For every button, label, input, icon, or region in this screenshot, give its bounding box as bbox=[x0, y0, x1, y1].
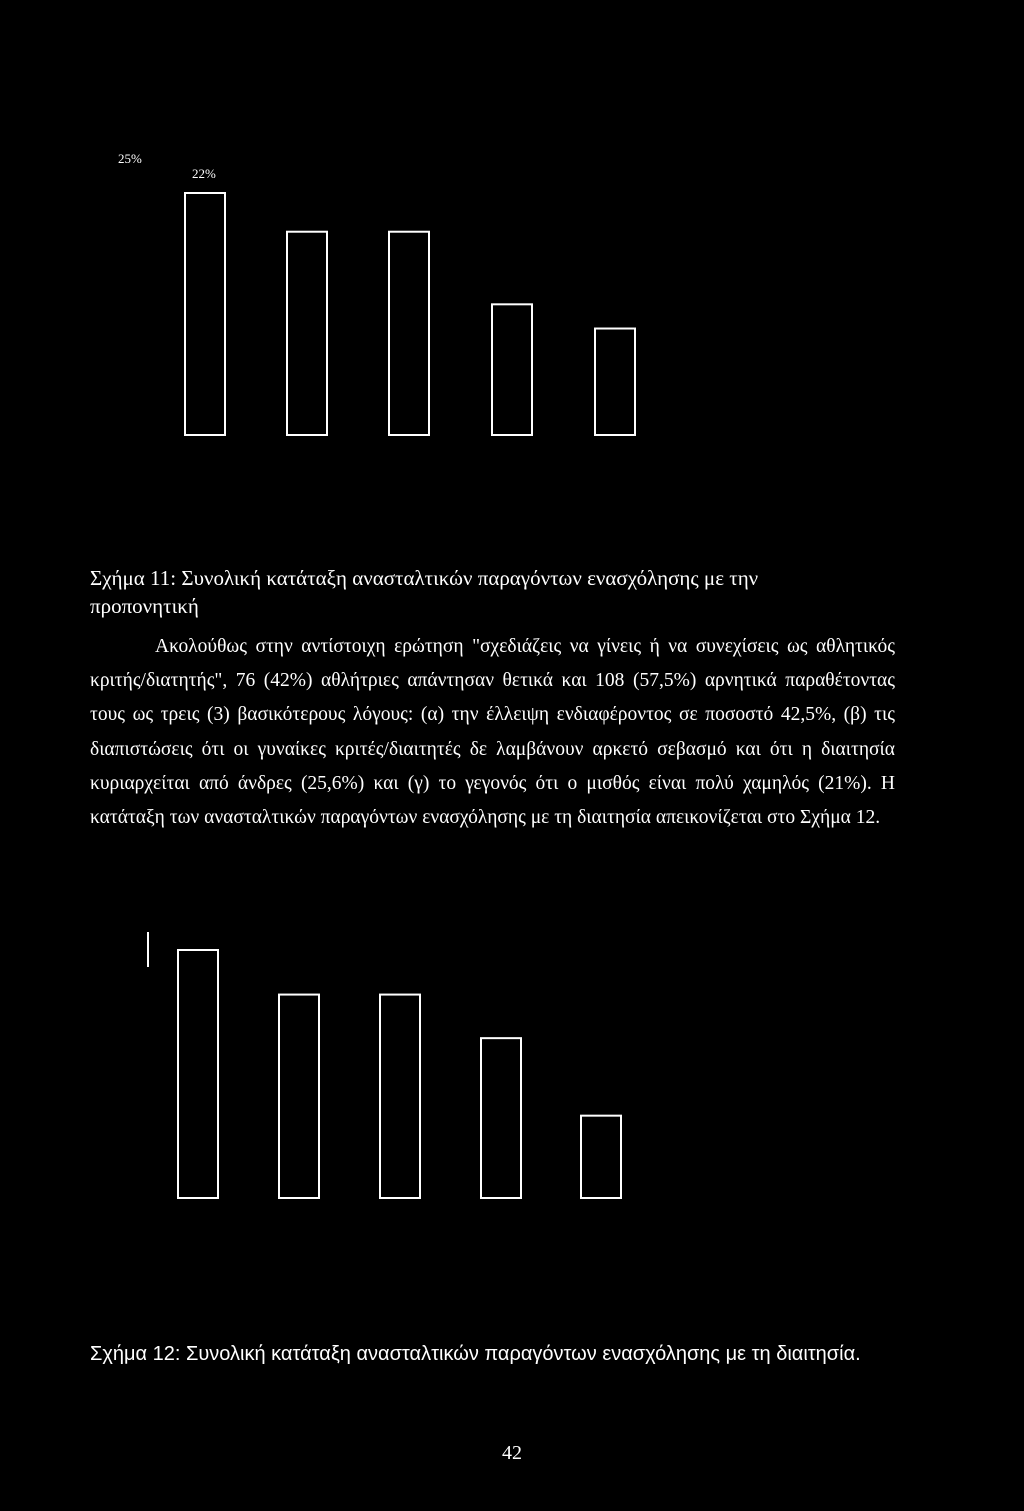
chart-1-bar-5 bbox=[595, 329, 635, 435]
chart-2-bar-2 bbox=[279, 995, 319, 1198]
chart-2-bar-1 bbox=[178, 950, 218, 1198]
chart-1 bbox=[0, 140, 1024, 440]
figure-12-caption: Σχήμα 12: Συνολική κατάταξη ανασταλτικών παραγόντων ενασχόλησης με τη διαιτησία. bbox=[90, 1343, 861, 1365]
body-paragraph: Ακολούθως στην αντίστοιχη ερώτηση "σχεδιάζεις να γίνεις ή να συνεχίσεις ως αθλητικός κριτής/διατητής", 76 (42%) αθλήτριες απάντησαν θετικά και 108 (57,5%) αρνητικά παραθέτοντας τους ως τρεις (3) βασικότερους λόγους: (α) την έλλειψη ενδιαφέροντος σε ποσοστό 42,5%, (β) τις διαπιστώσεις ότι οι γυναίκες κριτές/διαιτητές δε λαμβάνουν αρκετό σεβασμό και ότι η διαιτησία κυριαρχείται από άνδρες (25,6%) και (γ) το γεγονός ότι ο μισθός είναι πολύ χαμηλός (21%). Η κατάταξη των ανασταλτικών παραγόντων ενασχόλησης με τη διαιτησία απεικονίζεται στο Σχήμα 12. bbox=[90, 636, 895, 829]
chart-1-bar-3 bbox=[389, 232, 429, 435]
chart-2-bar-3 bbox=[380, 995, 420, 1198]
chart-1-bar-2 bbox=[287, 232, 327, 435]
chart-1-bar-1 bbox=[185, 193, 225, 435]
chart-2-bar-4 bbox=[481, 1038, 521, 1198]
chart-2-bar-5 bbox=[581, 1116, 621, 1198]
chart-1-bar-4 bbox=[492, 304, 532, 435]
page-number: 42 bbox=[502, 1442, 522, 1464]
figure-11-caption: Σχήμα 11: Συνολική κατάταξη ανασταλτικών παραγόντων ενασχόλησης με την προπονητική bbox=[90, 566, 759, 618]
chart-1-value-label-2: 22% bbox=[192, 166, 216, 181]
chart-2 bbox=[0, 925, 1024, 1205]
chart-1-value-label-1: 25% bbox=[118, 151, 142, 166]
